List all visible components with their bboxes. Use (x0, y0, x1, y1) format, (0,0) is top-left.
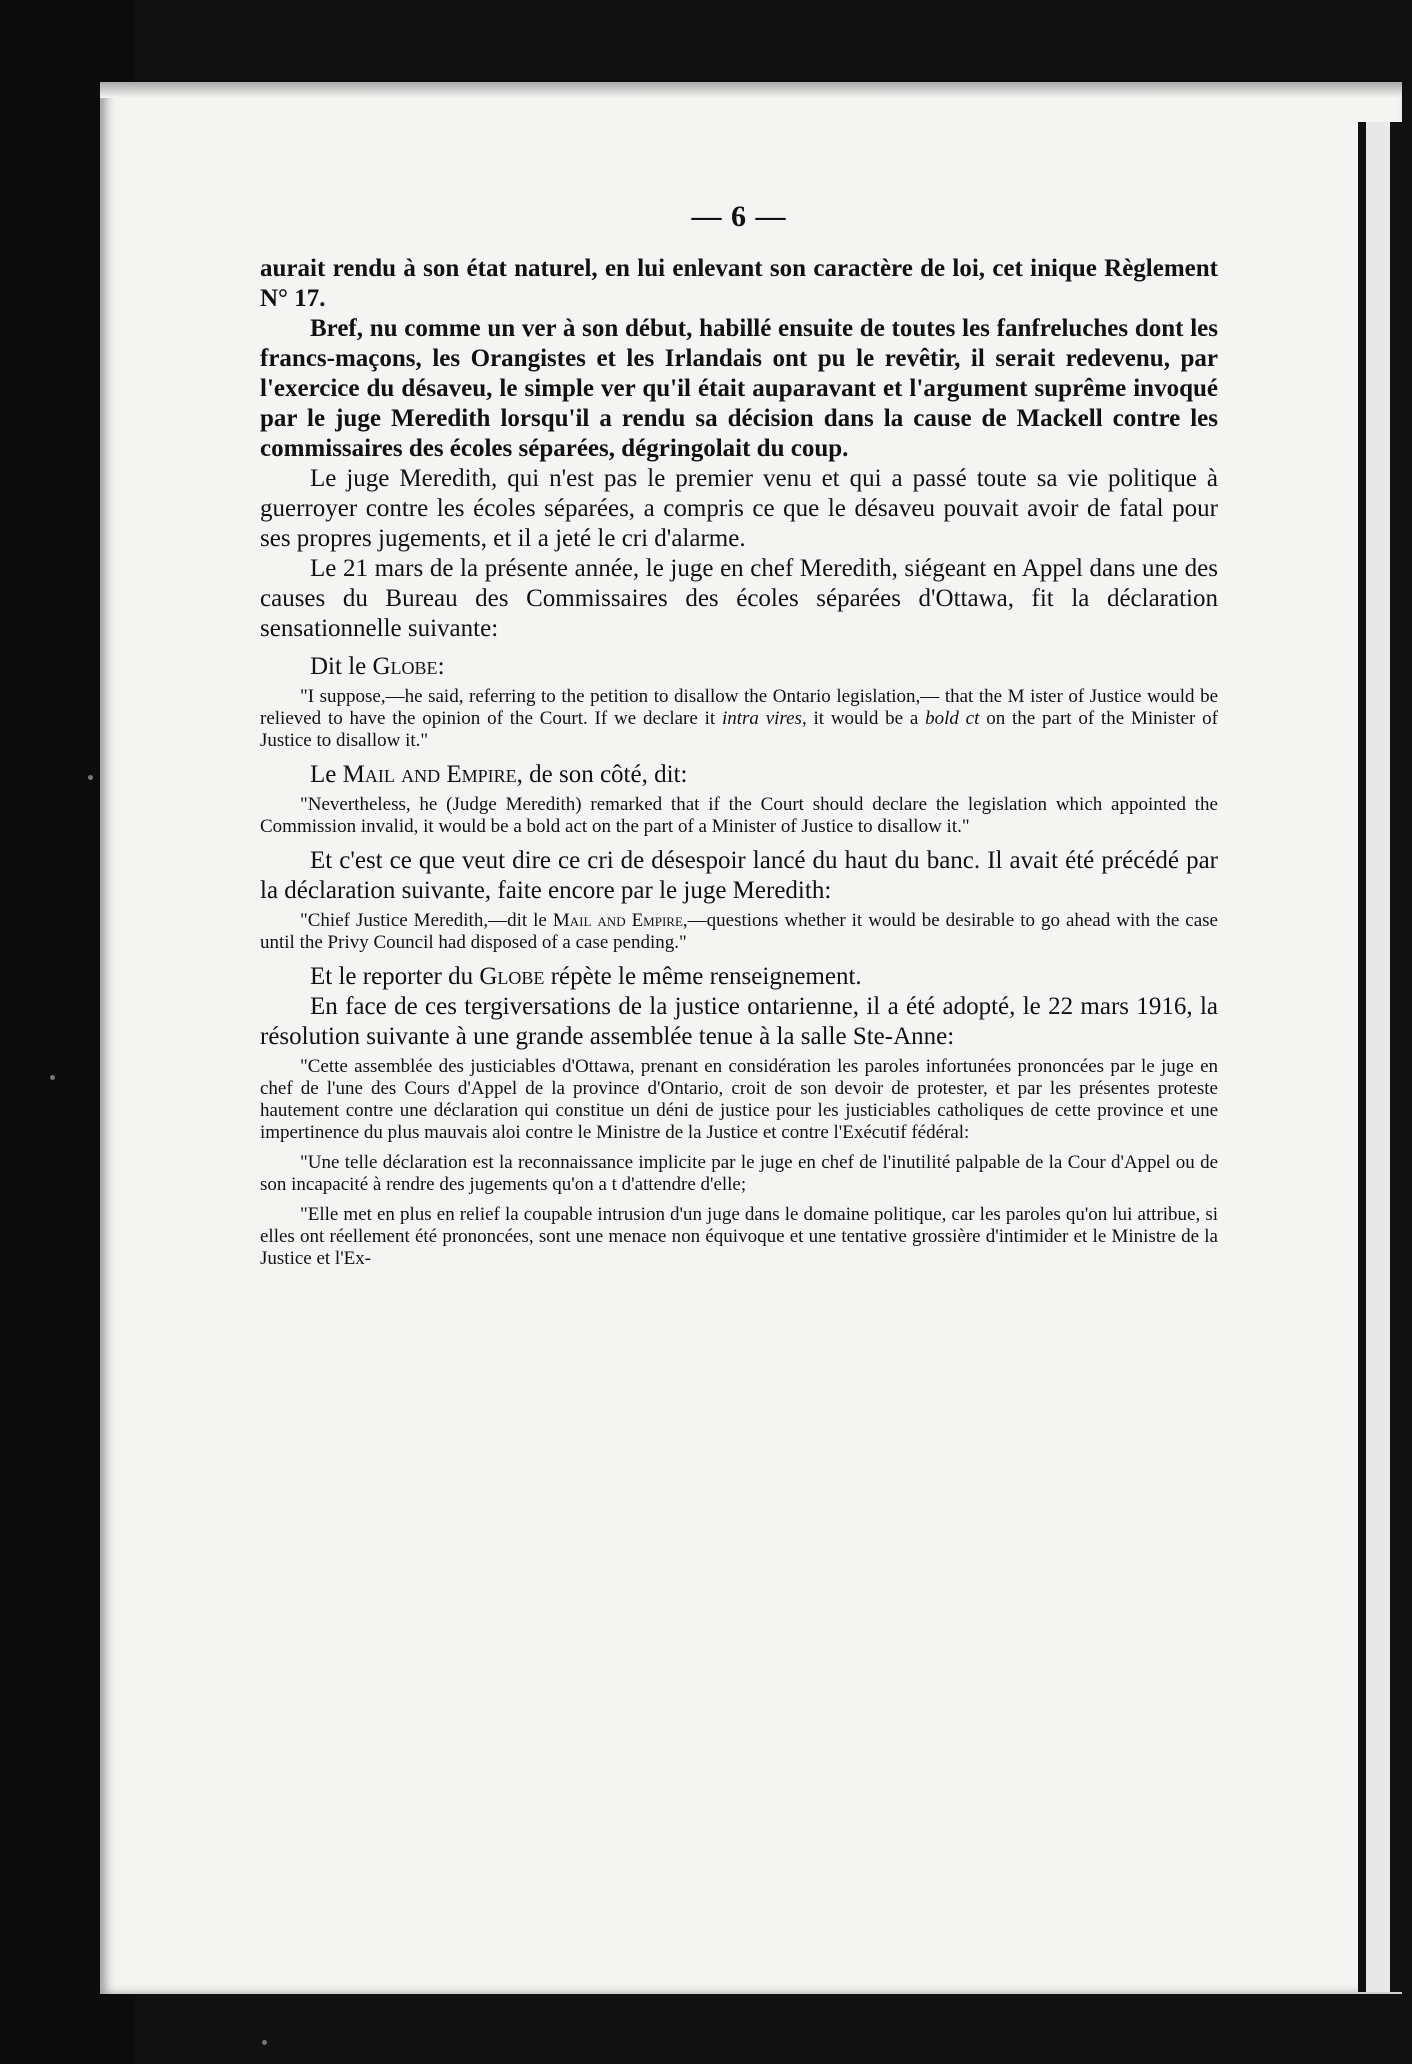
text-segment: Et le reporter du (310, 963, 480, 990)
italic-text: bold ct (925, 708, 980, 729)
paragraph-2: Bref, nu comme un ver à son début, habillé ensuite de toutes les fanfreluches dont les francs-maçons, les Orangistes et les Irlandais ont pu le revêtir, il serait redevenu, par l'exercice du désaveu, le simple ver qu'il était auparavant et l'argument suprême invoqué par le juge Meredith lorsqu'il a rendu sa décision dans la cause de Mackell contre les commissaires des écoles séparées, dégringolait du coup. (260, 315, 1218, 462)
paragraph-4: Le 21 mars de la présente année, le juge en chef Meredith, siégeant en Appel dans une des causes du Bureau des Commissaires des écoles séparées d'Ottawa, fit la déclaration sensationnelle suivante: (260, 555, 1218, 642)
page-content (260, 200, 1218, 1278)
scan-speck (262, 2040, 267, 2045)
paragraph-1: aurait rendu à son état naturel, en lui enlevant son caractère de loi, cet inique Règlement N° 17. (260, 255, 1218, 312)
text-segment: "I suppose,—he said, referring to the petition to disallow the Ontario legislation,— that the M ister of Justice would be relieved to have the opinion of the Court. If we declare it (260, 686, 1218, 729)
paragraph-3: Le juge Meredith, qui n'est pas le premier venu et qui a passé toute sa vie politique à guerroyer contre les écoles séparées, a compris ce que le désaveu pouvait avoir de fatal pour ses propres jugements, et il a jeté le cri d'alarme. (260, 465, 1218, 552)
text-segment: , de son côté, dit: (516, 761, 688, 788)
newspaper-name: Globe (372, 653, 438, 680)
scan-speck (50, 1075, 55, 1080)
text-segment: ,—questions whether it would be desirable to go ahead with the case until the Privy Council had disposed of a case pending." (260, 910, 1218, 953)
paragraph-7: Et c'est ce que veut dire ce cri de désespoir lancé du haut du banc. Il avait été précédé par la déclaration suivante, faite encore par le juge Meredith: (260, 847, 1218, 904)
quote-3 (260, 910, 1218, 954)
text-segment: Le (310, 761, 343, 788)
newspaper-name: Mail and Empire (552, 910, 683, 931)
paragraph-8 (260, 962, 1218, 992)
newspaper-name: Globe (479, 963, 545, 990)
text-segment: on the part of the Minister of Justice to disallow it." (260, 708, 1218, 751)
newspaper-name: Mail and Empire (342, 761, 517, 788)
italic-text: intra vires (721, 708, 802, 729)
text-segment: : (437, 653, 445, 680)
quote-2: "Nevertheless, he (Judge Meredith) remarked that if the Court should declare the legislation which appointed the Commission invalid, it would be a bold act on the part of a Minister of Justice to disallow it." (260, 794, 1218, 837)
text-segment: Dit le (310, 653, 373, 680)
text-segment: , it would be a (801, 708, 926, 729)
next-page-edge (1358, 122, 1402, 1992)
text-segment: répète le même renseignement. (544, 963, 862, 990)
text-segment: "Chief Justice Meredith,—dit le (300, 910, 553, 931)
paragraph-5 (260, 652, 1218, 682)
scan-speck (88, 775, 93, 780)
quote-6: "Elle met en plus en relief la coupable intrusion d'un juge dans le domaine politique, car les paroles qu'on lui attribue, si elles ont réellement été prononcées, sont une menace non équivoque et une tentative grossière d'intimider et le Ministre de la Justice et l'Ex- (260, 1204, 1218, 1269)
paragraph-9: En face de ces tergiversations de la justice ontarienne, il a été adopté, le 22 mars 1916, la résolution suivante à une grande assemblée tenue à la salle Ste-Anne: (260, 993, 1218, 1050)
quote-5: "Une telle déclaration est la reconnaissance implicite par le juge en chef de l'inutilité palpable de la Cour d'Appel ou de son incapacité à rendre des jugements qu'on a t d'attendre d'elle; (260, 1152, 1218, 1195)
paragraph-6 (260, 760, 1218, 790)
quote-4: "Cette assemblée des justiciables d'Ottawa, prenant en considération les paroles infortunées prononcées par le juge en chef de l'une des Cours d'Appel de la province d'Ontario, croit de son devoir de protester, et par les présentes proteste hautement contre une déclaration qui constitue un déni de justice pour les justiciables catholiques de cette province et une impertinence du plus mauvais aloi contre le Ministre de la Justice et contre l'Exécutif fédéral: (260, 1056, 1218, 1143)
page-number: — 6 — (691, 200, 787, 233)
quote-1 (260, 686, 1218, 752)
page-top-edge (100, 82, 1402, 98)
